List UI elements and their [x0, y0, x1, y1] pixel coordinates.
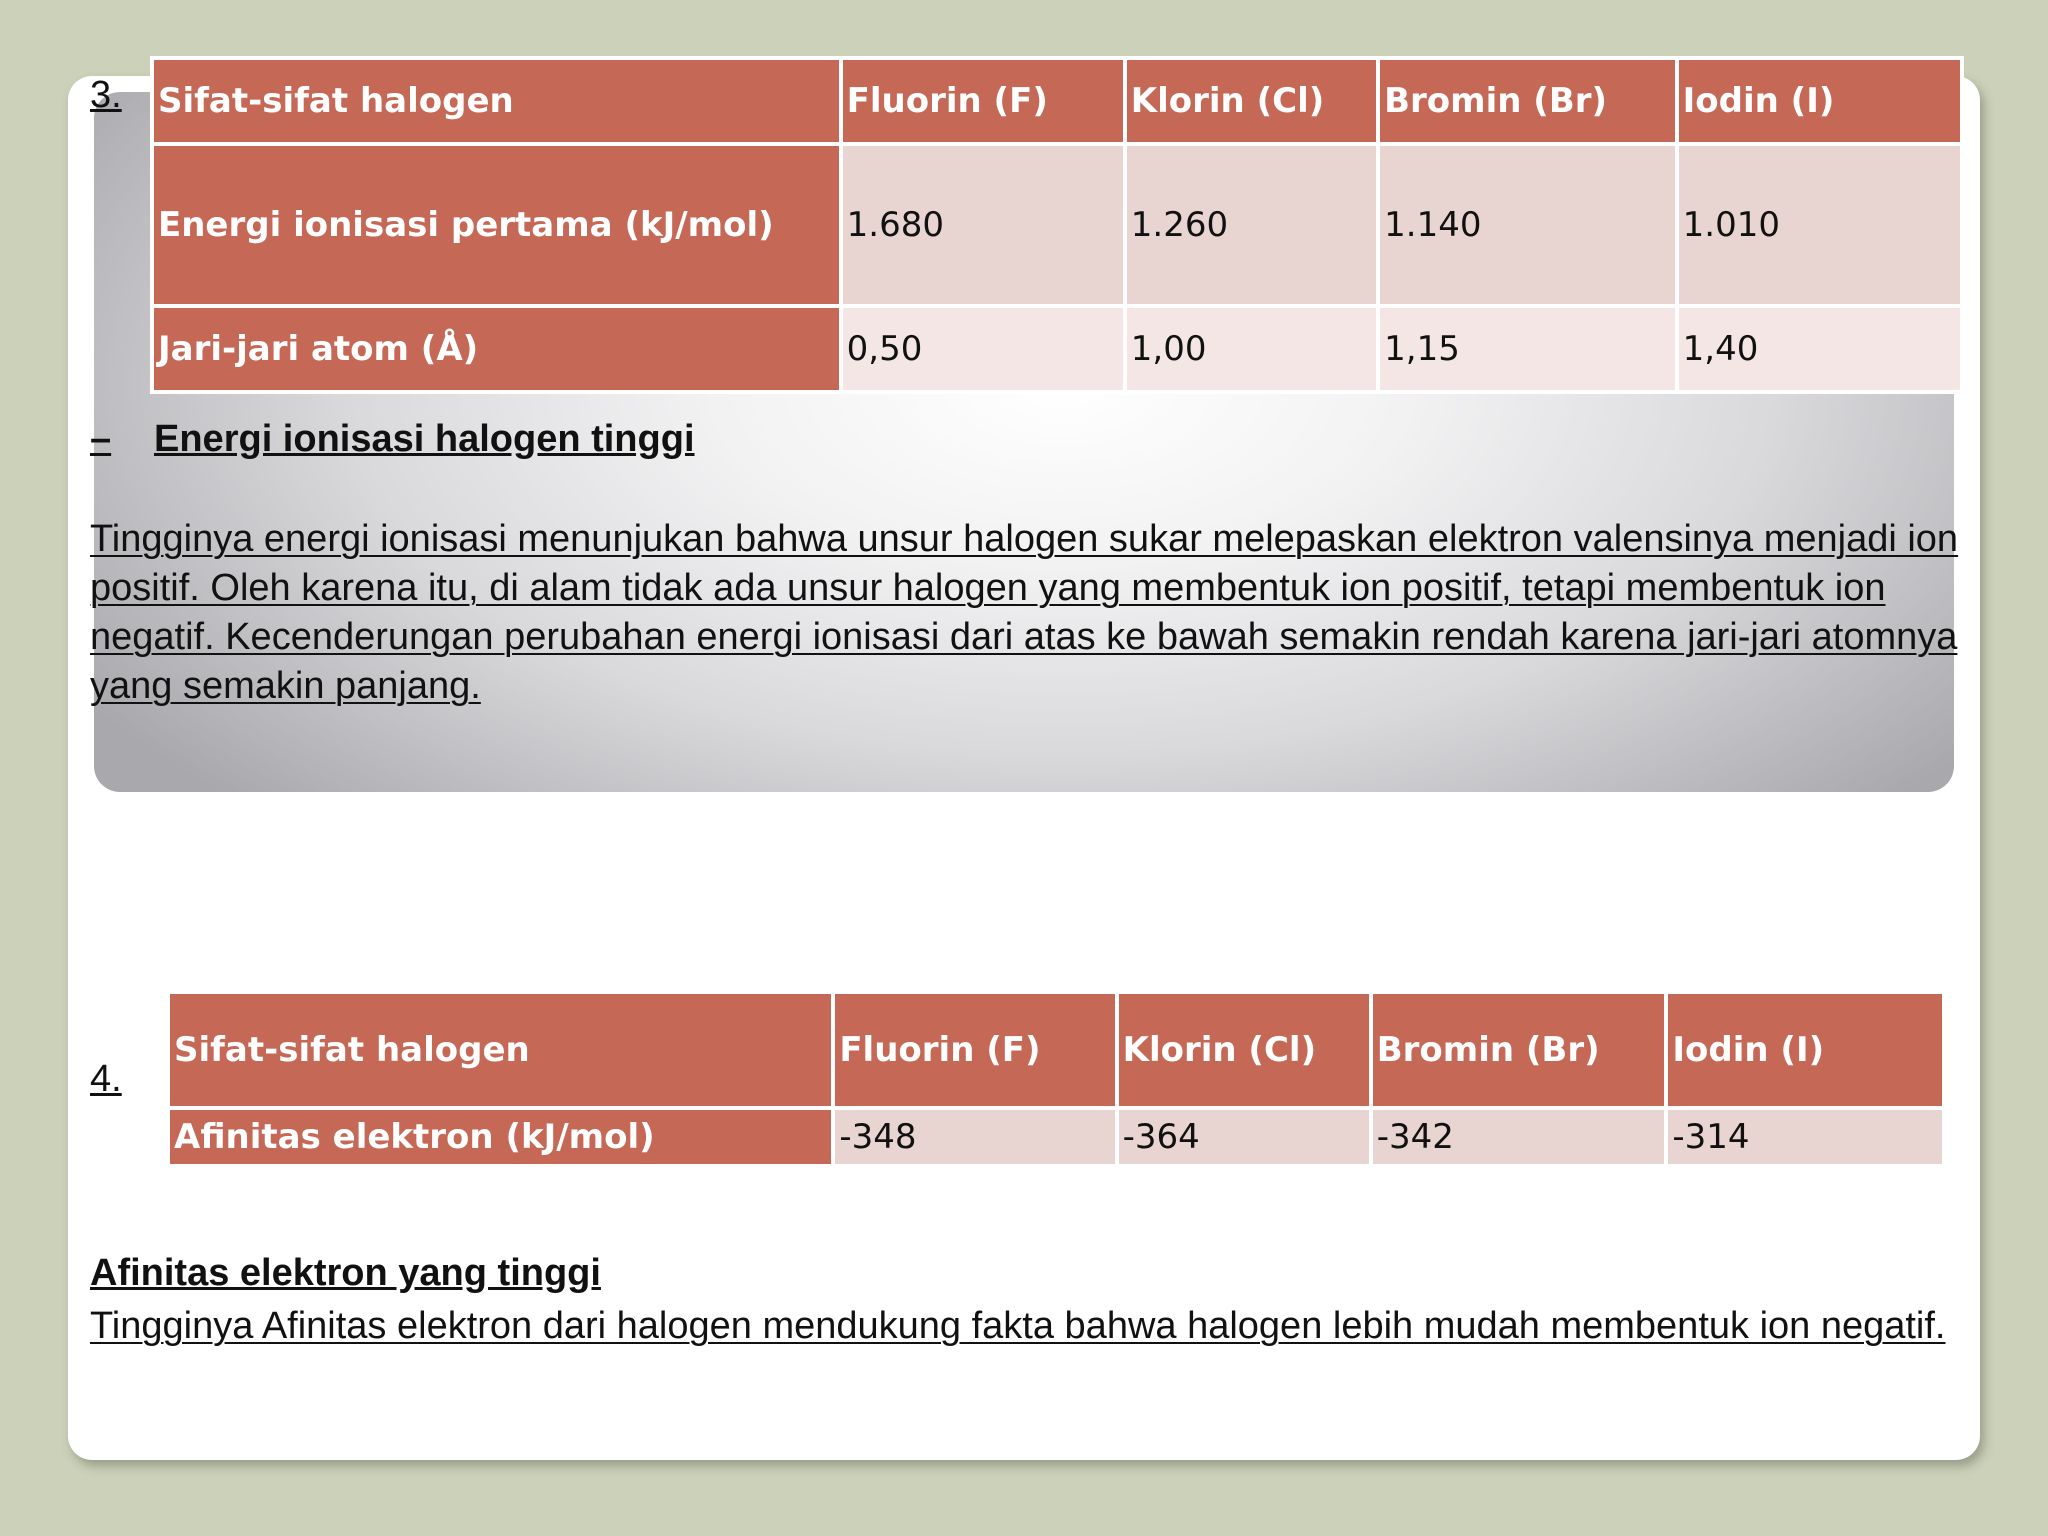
header-cell-fluorin: Fluorin (F) [835, 994, 1114, 1106]
halogen-table-2 [166, 990, 1946, 1168]
cell-value: 1,00 [1127, 308, 1376, 390]
header-cell-bromin: Bromin (Br) [1380, 60, 1675, 142]
table-row [170, 1110, 1942, 1164]
header-cell-klorin: Klorin (Cl) [1127, 60, 1376, 142]
section-4-number: 4. [90, 1058, 122, 1100]
cell-value: 1,40 [1679, 308, 1960, 390]
cell-value: -314 [1668, 1110, 1942, 1164]
section-3-heading-dash: – [90, 418, 112, 460]
section-3-heading: Energi ionisasi halogen tinggi [154, 418, 695, 460]
cell-value: 1.260 [1127, 146, 1376, 304]
row-label-afinitas: Afinitas elektron (kJ/mol) [170, 1110, 831, 1164]
cell-value: 1,15 [1380, 308, 1675, 390]
cell-value: 1.140 [1380, 146, 1675, 304]
halogen-table-1 [150, 56, 1964, 394]
table-row [154, 146, 1960, 304]
header-cell-iodin: Iodin (I) [1679, 60, 1960, 142]
section-4-heading: Afinitas elektron yang tinggi [90, 1252, 601, 1294]
row-label-jari-jari: Jari-jari atom (Å) [154, 308, 839, 390]
cell-value: 0,50 [843, 308, 1123, 390]
table-header-row [170, 994, 1942, 1106]
cell-value: 1.010 [1679, 146, 1960, 304]
header-cell-fluorin: Fluorin (F) [843, 60, 1123, 142]
cell-value: 1.680 [843, 146, 1123, 304]
cell-value: -348 [835, 1110, 1114, 1164]
section-3-number: 3. [90, 74, 122, 116]
cell-value: -342 [1373, 1110, 1665, 1164]
row-label-energi-ionisasi: Energi ionisasi pertama (kJ/mol) [154, 146, 839, 304]
header-cell-klorin: Klorin (Cl) [1119, 994, 1369, 1106]
section-3-paragraph: Tingginya energi ionisasi menunjukan bahwa unsur halogen sukar melepaskan elektron valensinya menjadi ion positif. Oleh karena itu, di alam tidak ada unsur halogen yang membentuk ion positif, tetapi membentuk ion negatif. Kecenderungan perubahan energi ionisasi dari atas ke bawah semakin rendah karena jari-jari atomnya yang semakin panjang. [90, 518, 1959, 707]
section-4-paragraph: Tingginya Afinitas elektron dari halogen mendukung fakta bahwa halogen lebih mudah membentuk ion negatif. [90, 1305, 1946, 1347]
table-header-row [154, 60, 1960, 142]
header-cell-iodin: Iodin (I) [1668, 994, 1942, 1106]
cell-value: -364 [1119, 1110, 1369, 1164]
header-cell-bromin: Bromin (Br) [1373, 994, 1665, 1106]
header-cell-property: Sifat-sifat halogen [154, 60, 839, 142]
table-row [154, 308, 1960, 390]
header-cell-property: Sifat-sifat halogen [170, 994, 831, 1106]
